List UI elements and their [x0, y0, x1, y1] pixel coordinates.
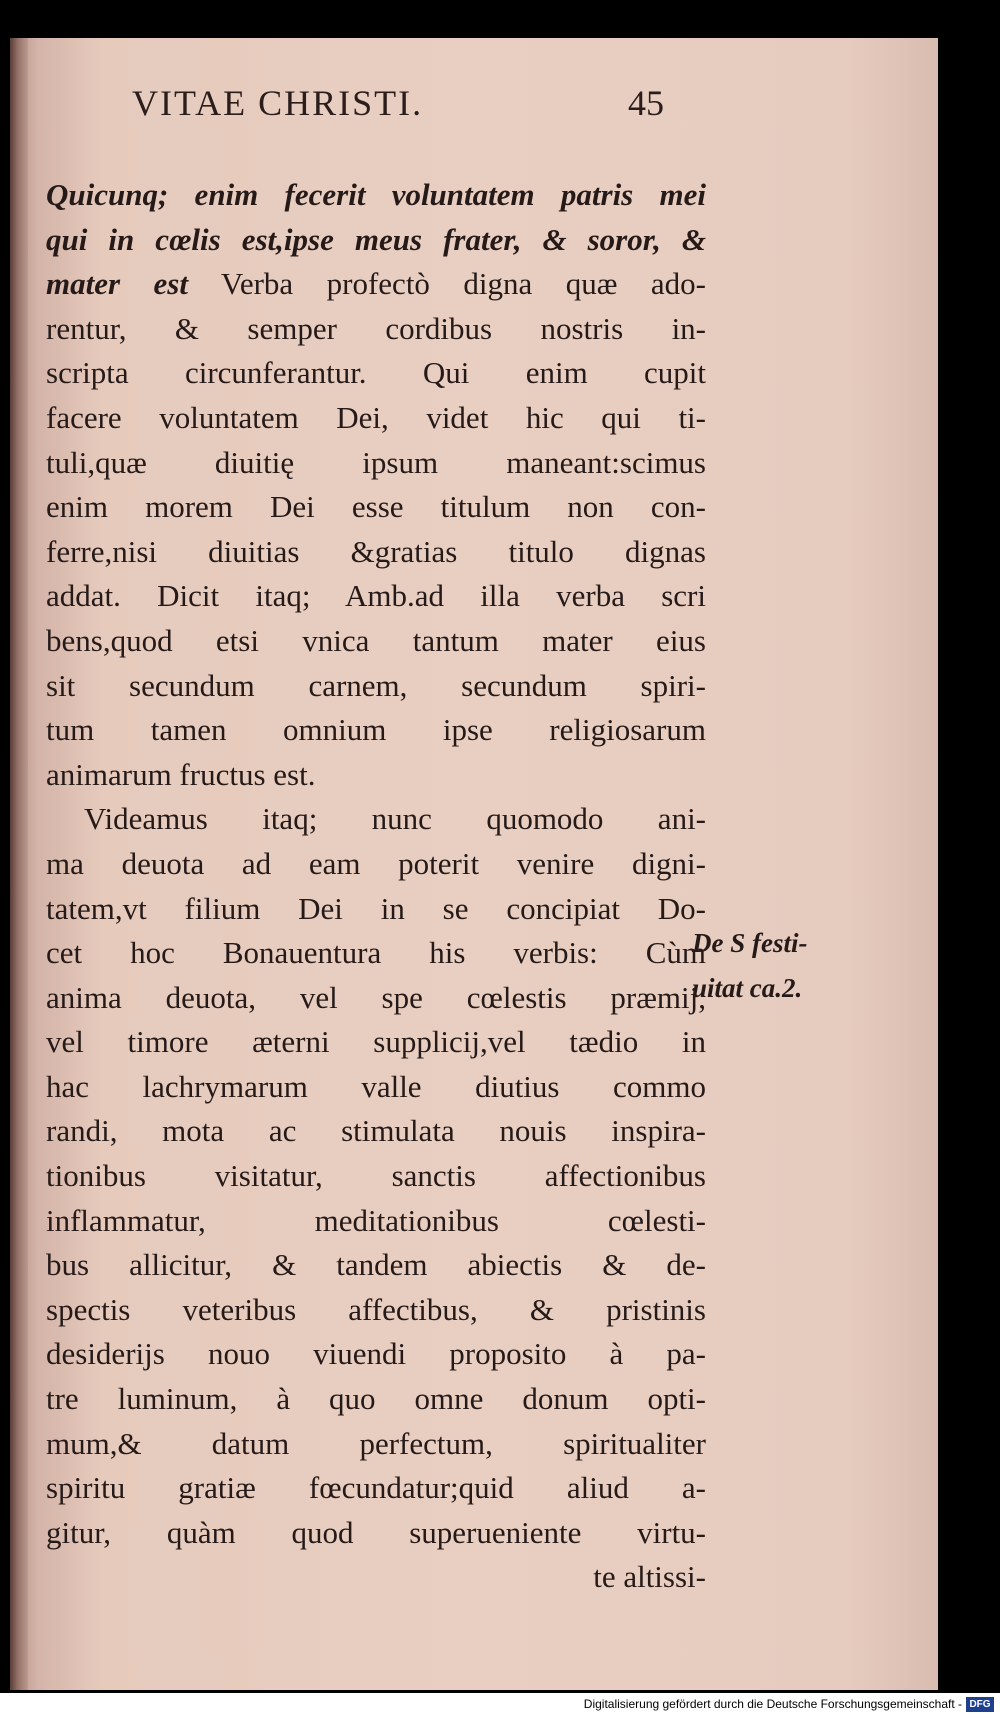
- text-line: spectis veteribus affectibus, & pristinis: [46, 1291, 706, 1327]
- text-line: spiritu gratiæ fœcundatur;quid aliud a-: [46, 1470, 706, 1506]
- text-line: anima deuota, vel spe cœlestis præmij,: [46, 979, 706, 1015]
- text-line: tum tamen omnium ipse religiosarum: [46, 712, 706, 748]
- body-text: [46, 173, 706, 1600]
- text-line: sit secundum carnem, secundum spiri-: [46, 667, 706, 703]
- text-line: rentur, & semper cordibus nostris in-: [46, 310, 706, 346]
- text-line: tionibus visitatur, sanctis affectionibus: [46, 1158, 706, 1194]
- text-line: mater est Verba profectò digna quæ ado-: [46, 266, 706, 302]
- text-line: ma deuota ad eam poterit venire digni-: [46, 845, 706, 881]
- text-line: addat. Dicit itaq; Amb.ad illa verba scri: [46, 578, 706, 614]
- text-line: inflammatur, meditationibus cœlesti-: [46, 1202, 706, 1238]
- marginal-note: [692, 921, 807, 1010]
- marginal-note-line: uitat ca.2.: [692, 972, 803, 1003]
- text-line: Quicunq; enim fecerit voluntatem patris mei: [46, 177, 706, 212]
- text-line: mum,& datum perfectum, spiritualiter: [46, 1425, 706, 1461]
- page-spine-shadow: [10, 38, 28, 1690]
- footer-bar: [0, 1693, 1000, 1718]
- running-title: VITAE CHRISTI.: [132, 83, 424, 123]
- funding-credit: Digitalisierung gefördert durch die Deutsche Forschungsgemeinschaft -: [583, 1697, 962, 1711]
- text-line: Videamus itaq; nunc quomodo ani-: [84, 801, 706, 837]
- text-line: cet hoc Bonauentura his verbis: Cùm: [46, 935, 706, 971]
- page-header: [10, 82, 938, 142]
- text-line: tatem,vt filium Dei in se concipiat Do-: [46, 890, 706, 926]
- page-number: 45: [628, 83, 664, 123]
- text-line: qui in cœlis est,ipse meus frater, & soror, &: [46, 221, 706, 257]
- text-line: scripta circunferantur. Qui enim cupit: [46, 355, 706, 391]
- text-line: bus allicitur, & tandem abiectis & de-: [46, 1247, 706, 1283]
- text-line: tuli,quæ diuitię ipsum maneant:scimus: [46, 444, 706, 480]
- text-line: gitur, quàm quod superueniente virtu-: [46, 1514, 706, 1550]
- book-page: [10, 38, 938, 1690]
- marginal-note-line: De S festi-: [692, 928, 808, 958]
- catchword: te altissi-: [593, 1559, 706, 1595]
- text-line: tre luminum, à quo omne donum opti-: [46, 1381, 706, 1417]
- text-line: facere voluntatem Dei, videt hic qui ti-: [46, 399, 706, 435]
- text-line: animarum fructus est.: [46, 756, 316, 792]
- text-line: enim morem Dei esse titulum non con-: [46, 489, 706, 525]
- text-line: desiderijs nouo viuendi proposito à pa-: [46, 1336, 706, 1372]
- text-line: randi, mota ac stimulata nouis inspira-: [46, 1113, 706, 1149]
- dfg-logo: DFG: [966, 1697, 994, 1712]
- text-line: ferre,nisi diuitias &gratias titulo dignas: [46, 533, 706, 569]
- text-line: hac lachrymarum valle diutius commo: [46, 1068, 706, 1104]
- text-line: vel timore æterni supplicij,vel tædio in: [46, 1024, 706, 1060]
- text-line: bens,quod etsi vnica tantum mater eius: [46, 622, 706, 658]
